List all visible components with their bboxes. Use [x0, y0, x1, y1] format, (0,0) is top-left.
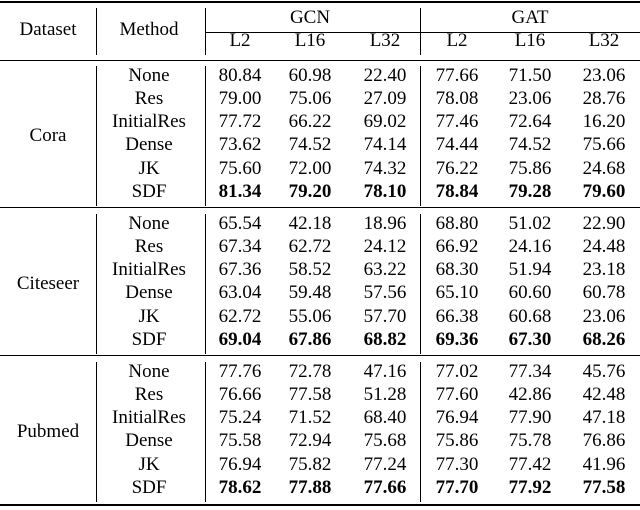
col-separator: [96, 214, 97, 354]
value-cell: 78.10: [363, 181, 407, 202]
method-cell: Dense: [125, 430, 173, 452]
value-cell: 28.76: [582, 87, 626, 109]
value-cell: 47.18: [582, 407, 626, 429]
col-separator: [420, 8, 421, 55]
value-cell: 22.40: [363, 64, 407, 86]
value-cell: 23.18: [582, 259, 626, 281]
value-cell: 77.42: [508, 453, 552, 475]
value-cell: 68.82: [363, 329, 407, 350]
value-cell: 78.08: [435, 87, 479, 109]
value-cell: 24.68: [582, 157, 626, 179]
header-layer-l2: L2: [229, 30, 251, 51]
value-cell: 77.60: [435, 383, 479, 405]
value-cell: 74.52: [288, 134, 332, 156]
value-cell: 18.96: [363, 212, 407, 234]
value-cell: 77.30: [435, 453, 479, 475]
dataset-label: Pubmed: [16, 420, 80, 442]
value-cell: 67.86: [288, 329, 332, 350]
value-cell: 63.22: [363, 259, 407, 281]
value-cell: 79.60: [582, 181, 626, 202]
col-separator: [420, 66, 421, 206]
method-cell: Dense: [125, 282, 173, 304]
value-cell: 77.90: [508, 407, 552, 429]
value-cell: 74.44: [435, 134, 479, 156]
value-cell: 77.58: [582, 477, 626, 498]
value-cell: 66.22: [288, 111, 332, 133]
col-separator: [96, 8, 97, 55]
dataset-label: Cora: [29, 124, 67, 146]
col-separator: [96, 66, 97, 206]
value-cell: 72.00: [288, 157, 332, 179]
value-cell: 75.58: [218, 430, 262, 452]
value-cell: 62.72: [288, 235, 332, 257]
value-cell: 75.60: [218, 157, 262, 179]
value-cell: 22.90: [582, 212, 626, 234]
header-layer-l32: L32: [369, 30, 401, 51]
value-cell: 63.04: [218, 282, 262, 304]
value-cell: 16.20: [582, 111, 626, 133]
value-cell: 57.56: [363, 282, 407, 304]
header-rule: [0, 60, 640, 61]
value-cell: 76.66: [218, 383, 262, 405]
value-cell: 24.12: [363, 235, 407, 257]
value-cell: 76.86: [582, 430, 626, 452]
value-cell: 72.64: [508, 111, 552, 133]
dataset-label: Citeseer: [16, 272, 80, 294]
value-cell: 67.34: [218, 235, 262, 257]
value-cell: 24.48: [582, 235, 626, 257]
value-cell: 74.14: [363, 134, 407, 156]
value-cell: 75.66: [582, 134, 626, 156]
value-cell: 62.72: [218, 305, 262, 327]
value-cell: 58.52: [288, 259, 332, 281]
method-cell: Res: [134, 383, 164, 405]
value-cell: 41.96: [582, 453, 626, 475]
value-cell: 69.04: [218, 329, 262, 350]
col-separator: [96, 362, 97, 502]
header-dataset: Dataset: [19, 19, 77, 40]
value-cell: 75.78: [508, 430, 552, 452]
method-cell: InitialRes: [112, 407, 186, 429]
block-rule: [0, 355, 640, 356]
value-cell: 23.06: [508, 87, 552, 109]
method-cell: None: [128, 64, 170, 86]
header-group-gcn: GCN: [289, 7, 331, 28]
value-cell: 42.48: [582, 383, 626, 405]
value-cell: 77.58: [288, 383, 332, 405]
value-cell: 71.50: [508, 64, 552, 86]
value-cell: 59.48: [288, 282, 332, 304]
value-cell: 42.18: [288, 212, 332, 234]
top-rule: [0, 1, 640, 3]
value-cell: 67.30: [508, 329, 552, 350]
value-cell: 68.26: [582, 329, 626, 350]
value-cell: 57.70: [363, 305, 407, 327]
bottom-rule: [0, 504, 640, 506]
method-cell: Res: [134, 235, 164, 257]
value-cell: 74.32: [363, 157, 407, 179]
value-cell: 77.66: [363, 477, 407, 498]
value-cell: 71.52: [288, 407, 332, 429]
value-cell: 75.24: [218, 407, 262, 429]
method-cell: InitialRes: [112, 259, 186, 281]
value-cell: 66.38: [435, 305, 479, 327]
value-cell: 75.86: [508, 157, 552, 179]
value-cell: 68.30: [435, 259, 479, 281]
value-cell: 45.76: [582, 360, 626, 382]
method-cell: JK: [138, 453, 160, 475]
col-separator: [205, 66, 206, 206]
method-cell: InitialRes: [112, 111, 186, 133]
value-cell: 51.28: [363, 383, 407, 405]
method-cell: SDF: [131, 329, 167, 350]
value-cell: 78.84: [435, 181, 479, 202]
method-cell: JK: [138, 305, 160, 327]
col-separator: [420, 214, 421, 354]
value-cell: 51.94: [508, 259, 552, 281]
value-cell: 55.06: [288, 305, 332, 327]
value-cell: 77.46: [435, 111, 479, 133]
header-layer-l16: L16: [514, 30, 546, 51]
method-cell: None: [128, 360, 170, 382]
value-cell: 74.52: [508, 134, 552, 156]
method-cell: Res: [134, 87, 164, 109]
value-cell: 79.28: [508, 181, 552, 202]
value-cell: 69.02: [363, 111, 407, 133]
col-separator: [420, 362, 421, 502]
value-cell: 79.20: [288, 181, 332, 202]
value-cell: 76.94: [218, 453, 262, 475]
method-cell: Dense: [125, 134, 173, 156]
value-cell: 60.78: [582, 282, 626, 304]
header-group-gat: GAT: [511, 7, 549, 28]
value-cell: 77.34: [508, 360, 552, 382]
header-layer-l32: L32: [588, 30, 620, 51]
value-cell: 42.86: [508, 383, 552, 405]
value-cell: 75.68: [363, 430, 407, 452]
value-cell: 77.24: [363, 453, 407, 475]
value-cell: 79.00: [218, 87, 262, 109]
value-cell: 24.16: [508, 235, 552, 257]
value-cell: 23.06: [582, 305, 626, 327]
value-cell: 65.10: [435, 282, 479, 304]
col-separator: [205, 214, 206, 354]
value-cell: 68.80: [435, 212, 479, 234]
value-cell: 60.98: [288, 64, 332, 86]
value-cell: 51.02: [508, 212, 552, 234]
value-cell: 67.36: [218, 259, 262, 281]
value-cell: 27.09: [363, 87, 407, 109]
value-cell: 78.62: [218, 477, 262, 498]
value-cell: 69.36: [435, 329, 479, 350]
method-cell: JK: [138, 157, 160, 179]
value-cell: 68.40: [363, 407, 407, 429]
value-cell: 77.76: [218, 360, 262, 382]
header-method: Method: [119, 19, 179, 40]
value-cell: 72.78: [288, 360, 332, 382]
value-cell: 77.72: [218, 111, 262, 133]
value-cell: 65.54: [218, 212, 262, 234]
value-cell: 80.84: [218, 64, 262, 86]
method-cell: SDF: [131, 181, 167, 202]
value-cell: 81.34: [218, 181, 262, 202]
value-cell: 76.22: [435, 157, 479, 179]
value-cell: 75.82: [288, 453, 332, 475]
value-cell: 72.94: [288, 430, 332, 452]
col-separator: [205, 8, 206, 55]
value-cell: 47.16: [363, 360, 407, 382]
value-cell: 66.92: [435, 235, 479, 257]
value-cell: 76.94: [435, 407, 479, 429]
block-rule: [0, 207, 640, 208]
col-separator: [205, 362, 206, 502]
value-cell: 77.66: [435, 64, 479, 86]
value-cell: 75.86: [435, 430, 479, 452]
value-cell: 77.92: [508, 477, 552, 498]
value-cell: 73.62: [218, 134, 262, 156]
value-cell: 77.88: [288, 477, 332, 498]
value-cell: 60.68: [508, 305, 552, 327]
value-cell: 23.06: [582, 64, 626, 86]
method-cell: None: [128, 212, 170, 234]
value-cell: 77.70: [435, 477, 479, 498]
header-layer-l16: L16: [294, 30, 326, 51]
value-cell: 60.60: [508, 282, 552, 304]
value-cell: 75.06: [288, 87, 332, 109]
header-layer-l2: L2: [446, 30, 468, 51]
method-cell: SDF: [131, 477, 167, 498]
value-cell: 77.02: [435, 360, 479, 382]
